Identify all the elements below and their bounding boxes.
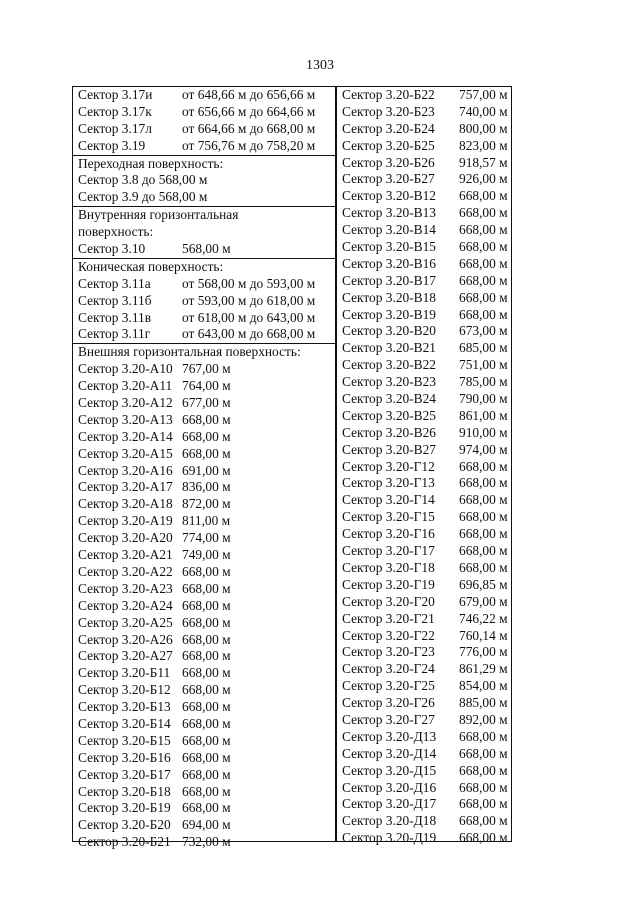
- table-row: [73, 395, 335, 412]
- sector-height-value: 861,29 м: [459, 661, 508, 677]
- table-row: [73, 598, 335, 615]
- sector-height-value: 668,00 м: [182, 411, 231, 427]
- sector-label: Сектор 3.20-Б11: [78, 665, 171, 681]
- table-row: [337, 459, 511, 476]
- sector-label: Сектор 3.20-В24: [342, 391, 436, 407]
- sector-label: Сектор 3.20-Г12: [342, 458, 435, 474]
- sector-label: Сектор 3.20-Г26: [342, 695, 435, 711]
- table-row: [337, 171, 511, 188]
- table-row: [337, 239, 511, 256]
- sector-label: Сектор 3.20-А25: [78, 614, 173, 630]
- sector-label: Сектор 3.20-Б26: [342, 154, 435, 170]
- table-row: [73, 276, 335, 293]
- table-row: [337, 391, 511, 408]
- sector-label: Сектор 3.20-Г21: [342, 610, 435, 626]
- sector-label: Сектор 3.9 до 568,00 м: [78, 189, 208, 205]
- sector-height-value: 790,00 м: [459, 391, 508, 407]
- table-row: [73, 378, 335, 395]
- sector-height-value: 861,00 м: [459, 407, 508, 423]
- sector-label: Сектор 3.20-В14: [342, 222, 436, 238]
- table-row: [73, 767, 335, 784]
- sector-label: Сектор 3.20-А17: [78, 479, 173, 495]
- sector-label: Сектор 3.20-Б23: [342, 103, 435, 119]
- table-row: [337, 425, 511, 442]
- sector-label: Сектор 3.20-В20: [342, 323, 436, 339]
- table-row: [73, 513, 335, 530]
- sector-height-value: от 593,00 м до 618,00 м: [182, 292, 316, 308]
- sector-height-value: от 568,00 м до 593,00 м: [182, 275, 316, 291]
- sector-height-value: 696,85 м: [459, 576, 508, 592]
- table-row: [73, 784, 335, 801]
- sector-label: Сектор 3.20-Г16: [342, 526, 435, 542]
- table-row: [73, 581, 335, 598]
- table-row: [73, 564, 335, 581]
- table-row: [73, 632, 335, 649]
- table-row: [73, 104, 335, 121]
- sector-height-value: от 756,76 м до 758,20 м: [182, 137, 316, 153]
- sector-label: Сектор 3.20-Б13: [78, 699, 171, 715]
- sector-label: Сектор 3.20-Г27: [342, 711, 435, 727]
- table-row: [337, 780, 511, 797]
- sector-height-value: 811,00 м: [182, 513, 231, 529]
- sector-label: Сектор 3.20-В16: [342, 255, 436, 271]
- table-row: [337, 256, 511, 273]
- sector-label: Сектор 3.20-Д15: [342, 762, 437, 778]
- table-row: [337, 594, 511, 611]
- table-row: [337, 746, 511, 763]
- table-row: [337, 492, 511, 509]
- table-row: [73, 121, 335, 138]
- sector-label: Сектор 3.20-Г15: [342, 509, 435, 525]
- sector-label: Сектор 3.11в: [78, 309, 152, 325]
- table-row: [73, 446, 335, 463]
- sector-label: Сектор 3.10: [78, 241, 146, 257]
- sector-label: Сектор 3.20-А21: [78, 547, 173, 563]
- sector-label: Сектор 3.20-В17: [342, 272, 436, 288]
- sector-height-value: 668,00 м: [182, 699, 231, 715]
- table-row: [337, 340, 511, 357]
- sector-label: Сектор 3.20-Г19: [342, 576, 435, 592]
- sector-height-value: 668,00 м: [459, 205, 508, 221]
- table-row: [73, 716, 335, 733]
- sector-height-value: 668,00 м: [459, 475, 508, 491]
- page-number: 1303: [306, 58, 334, 73]
- sector-label: Сектор 3.20-Б27: [342, 171, 435, 187]
- sector-label: Сектор 3.20-Б17: [78, 766, 171, 782]
- sector-height-value: 668,00 м: [459, 458, 508, 474]
- sector-label: Сектор 3.20-Г13: [342, 475, 435, 491]
- table-row: [337, 830, 511, 847]
- table-row: [73, 293, 335, 310]
- table-row: [337, 729, 511, 746]
- section-heading: Переходная поверхность:: [73, 155, 335, 173]
- sector-height-value: 854,00 м: [459, 678, 508, 694]
- sector-label: Сектор 3.20-Б12: [78, 682, 171, 698]
- table-row: [337, 763, 511, 780]
- sector-height-value: 885,00 м: [459, 695, 508, 711]
- table-row: [337, 323, 511, 340]
- table-row: [337, 678, 511, 695]
- table-row: [73, 310, 335, 327]
- sector-height-value: 685,00 м: [459, 340, 508, 356]
- table-row: [337, 188, 511, 205]
- table-row: [337, 307, 511, 324]
- section-heading: Коническая поверхность:: [73, 258, 335, 276]
- table-row: [337, 560, 511, 577]
- table-row: [73, 463, 335, 480]
- sector-height-value: 892,00 м: [459, 711, 508, 727]
- sector-height-value: 668,00 м: [182, 665, 231, 681]
- sector-label: Сектор 3.20-А24: [78, 597, 173, 613]
- table-row: [73, 733, 335, 750]
- sector-height-value: 668,00 м: [459, 526, 508, 542]
- table-row: [73, 530, 335, 547]
- table-row: [337, 155, 511, 172]
- table-row: [337, 104, 511, 121]
- sector-height-value: 974,00 м: [459, 441, 508, 457]
- sector-label: Сектор 3.20-А23: [78, 580, 173, 596]
- sector-label: Сектор 3.17и: [78, 87, 153, 102]
- table-row: [73, 834, 335, 851]
- sector-height-value: 776,00 м: [459, 644, 508, 660]
- sector-label: Сектор 3.20-А14: [78, 428, 173, 444]
- sector-label: Сектор 3.20-Б24: [342, 120, 435, 136]
- sector-label: Сектор 3.20-Б22: [342, 87, 435, 102]
- sector-label: Сектор 3.20-А18: [78, 496, 173, 512]
- table-row: [337, 628, 511, 645]
- sector-height-value: 668,00 м: [459, 762, 508, 778]
- sector-height-value: 691,00 м: [182, 462, 231, 478]
- sector-height-value: 800,00 м: [459, 120, 508, 136]
- sector-label: Сектор 3.20-Г25: [342, 678, 435, 694]
- table-row: [337, 408, 511, 425]
- sector-height-value: 668,00 м: [182, 445, 231, 461]
- table-row: [73, 547, 335, 564]
- sector-height-value: 668,00 м: [459, 728, 508, 744]
- sector-height-value: 836,00 м: [182, 479, 231, 495]
- sector-height-value: 677,00 м: [182, 395, 231, 411]
- sector-height-value: от 648,66 м до 656,66 м: [182, 87, 316, 102]
- sector-height-value: 694,00 м: [182, 817, 231, 833]
- table-row: [337, 695, 511, 712]
- table-row: [73, 750, 335, 767]
- sector-height-value: 668,00 м: [459, 289, 508, 305]
- sector-height-value: 760,14 м: [459, 627, 508, 643]
- sector-label: Сектор 3.17л: [78, 120, 152, 136]
- sector-label: Сектор 3.20-Б15: [78, 732, 171, 748]
- sector-label: Сектор 3.20-В15: [342, 239, 436, 255]
- table-row: [337, 543, 511, 560]
- sector-height-value: 872,00 м: [182, 496, 231, 512]
- sector-height-value: 668,00 м: [182, 614, 231, 630]
- sector-height-value: 668,00 м: [459, 745, 508, 761]
- sector-label: Сектор 3.20-Д18: [342, 813, 437, 829]
- sector-height-value: 767,00 м: [182, 361, 231, 377]
- sector-height-value: 668,00 м: [182, 648, 231, 664]
- sector-height-value: 749,00 м: [182, 547, 231, 563]
- sector-height-value: 668,00 м: [182, 749, 231, 765]
- table-row: [337, 475, 511, 492]
- sector-height-value: 668,00 м: [459, 306, 508, 322]
- sector-height-value: 668,00 м: [459, 830, 508, 846]
- sector-label: Сектор 3.20-А19: [78, 513, 173, 529]
- section-heading: Внутренняя горизонтальная: [73, 206, 335, 224]
- sector-label: Сектор 3.20-В21: [342, 340, 436, 356]
- sector-label: Сектор 3.20-А13: [78, 411, 173, 427]
- sector-height-value: 668,00 м: [182, 563, 231, 579]
- sector-height-value: 668,00 м: [459, 509, 508, 525]
- sector-height-value: от 656,66 м до 664,66 м: [182, 103, 316, 119]
- sector-label: Сектор 3.20-А22: [78, 563, 173, 579]
- table-row: [337, 205, 511, 222]
- sector-height-value: 668,00 м: [182, 766, 231, 782]
- sector-height-value: 757,00 м: [459, 87, 508, 102]
- table-row: [73, 699, 335, 716]
- table-row: [73, 172, 335, 189]
- table-row: [73, 361, 335, 378]
- sector-height-value: 668,00 м: [182, 783, 231, 799]
- sector-label: Сектор 3.20-Д19: [342, 830, 437, 846]
- sector-label: Сектор 3.20-В27: [342, 441, 436, 457]
- table-row: [73, 496, 335, 513]
- sector-height-value: от 618,00 м до 643,00 м: [182, 309, 316, 325]
- sector-label: Сектор 3.20-Б25: [342, 137, 435, 153]
- table-row: [73, 412, 335, 429]
- sector-label: Сектор 3.20-А16: [78, 462, 173, 478]
- sector-height-value: 764,00 м: [182, 378, 231, 394]
- sector-label: Сектор 3.20-Д13: [342, 728, 437, 744]
- table-row: [337, 290, 511, 307]
- sector-height-value: 823,00 м: [459, 137, 508, 153]
- sector-height-value: 668,00 м: [459, 543, 508, 559]
- sector-label: Сектор 3.20-Б16: [78, 749, 171, 765]
- sector-label: Сектор 3.20-Б19: [78, 800, 171, 816]
- sector-height-value: 668,00 м: [182, 580, 231, 596]
- sector-label: Сектор 3.20-В25: [342, 407, 436, 423]
- table-row: [337, 442, 511, 459]
- table-row: [73, 241, 335, 258]
- table-row: [73, 682, 335, 699]
- table-row: [337, 577, 511, 594]
- sector-label: Сектор 3.20-В12: [342, 188, 436, 204]
- sector-label: Сектор 3.11а: [78, 275, 151, 291]
- sector-label: Сектор 3.20-Д14: [342, 745, 437, 761]
- table-row: [337, 222, 511, 239]
- sector-label: Сектор 3.20-Г18: [342, 559, 435, 575]
- sector-height-value: 910,00 м: [459, 424, 508, 440]
- sector-label: Сектор 3.20-А27: [78, 648, 173, 664]
- table-row: [73, 665, 335, 682]
- table-row: [73, 429, 335, 446]
- sector-height-value: 668,00 м: [459, 255, 508, 271]
- table-row: [337, 644, 511, 661]
- sector-height-value: 668,00 м: [182, 597, 231, 613]
- sector-height-value: 568,00 м: [182, 241, 231, 257]
- sector-label: Сектор 3.11г: [78, 326, 151, 342]
- sector-height-value: 668,00 м: [459, 188, 508, 204]
- sector-label: Сектор 3.20-А10: [78, 361, 173, 377]
- sector-label: Сектор 3.19: [78, 137, 146, 153]
- sector-label: Сектор 3.20-Г14: [342, 492, 435, 508]
- table-row: [73, 138, 335, 155]
- sector-height-value: 668,00 м: [459, 492, 508, 508]
- table-row: [73, 800, 335, 817]
- table-row: [73, 326, 335, 343]
- section-heading: Внешняя горизонтальная поверхность:: [73, 343, 335, 361]
- sector-height-value: 668,00 м: [459, 239, 508, 255]
- sector-height-value: от 664,66 м до 668,00 м: [182, 120, 316, 136]
- sector-height-value: 668,00 м: [182, 428, 231, 444]
- sector-label: Сектор 3.20-А12: [78, 395, 173, 411]
- sector-label: Сектор 3.20-В19: [342, 306, 436, 322]
- sector-height-value: 732,00 м: [182, 834, 231, 850]
- sector-label: Сектор 3.20-Г24: [342, 661, 435, 677]
- table-row: [337, 712, 511, 729]
- sector-height-value: 668,00 м: [182, 682, 231, 698]
- table-row: [337, 273, 511, 290]
- sector-height-value: 668,00 м: [182, 715, 231, 731]
- table-row: [337, 357, 511, 374]
- sector-height-value: 673,00 м: [459, 323, 508, 339]
- sector-height-value: 740,00 м: [459, 103, 508, 119]
- table-row: [337, 138, 511, 155]
- sector-label: Сектор 3.20-В22: [342, 357, 436, 373]
- sector-label: Сектор 3.20-В23: [342, 374, 436, 390]
- sector-label: Сектор 3.20-Г23: [342, 644, 435, 660]
- sector-height-value: 774,00 м: [182, 530, 231, 546]
- sector-height-value: 668,00 м: [182, 800, 231, 816]
- sector-height-value: 668,00 м: [459, 222, 508, 238]
- sector-height-value: 668,00 м: [459, 272, 508, 288]
- sector-height-value: 918,57 м: [459, 154, 508, 170]
- sector-label: Сектор 3.8 до 568,00 м: [78, 172, 208, 188]
- table-row: [73, 189, 335, 206]
- left-column-table: [72, 86, 336, 850]
- sector-height-value: от 643,00 м до 668,00 м: [182, 326, 316, 342]
- sector-label: Сектор 3.20-Б14: [78, 715, 171, 731]
- sector-label: Сектор 3.20-Д17: [342, 796, 437, 812]
- sector-label: Сектор 3.20-Б18: [78, 783, 171, 799]
- sector-label: Сектор 3.20-В13: [342, 205, 436, 221]
- sector-label: Сектор 3.20-Г17: [342, 543, 435, 559]
- sector-label: Сектор 3.20-В18: [342, 289, 436, 305]
- sector-height-value: 926,00 м: [459, 171, 508, 187]
- sector-label: Сектор 3.11б: [78, 292, 152, 308]
- sector-height-value: 679,00 м: [459, 593, 508, 609]
- sector-label: Сектор 3.20-А26: [78, 631, 173, 647]
- sector-label: Сектор 3.20-Г20: [342, 593, 435, 609]
- sector-label: Сектор 3.20-А20: [78, 530, 173, 546]
- table-row: [337, 611, 511, 628]
- right-column-table: [336, 86, 512, 846]
- table-row: [337, 87, 511, 104]
- sector-height-value: 668,00 м: [459, 559, 508, 575]
- table-row: [73, 479, 335, 496]
- sector-label: Сектор 3.20-Д16: [342, 779, 437, 795]
- sector-height-value: 668,00 м: [459, 813, 508, 829]
- sector-height-value: 668,00 м: [459, 796, 508, 812]
- sector-height-value: 668,00 м: [459, 779, 508, 795]
- sector-label: Сектор 3.20-Б20: [78, 817, 171, 833]
- sector-label: Сектор 3.20-А15: [78, 445, 173, 461]
- sector-height-value: 746,22 м: [459, 610, 508, 626]
- sector-height-value: 668,00 м: [182, 732, 231, 748]
- table-row: [337, 509, 511, 526]
- sector-label: Сектор 3.20-Б21: [78, 834, 171, 850]
- table-row: [73, 615, 335, 632]
- sector-label: Сектор 3.20-А11: [78, 378, 173, 394]
- sector-label: Сектор 3.17к: [78, 103, 152, 119]
- sector-height-value: 668,00 м: [182, 631, 231, 647]
- sector-height-value: 785,00 м: [459, 374, 508, 390]
- table-row: [73, 648, 335, 665]
- table-row: [337, 661, 511, 678]
- table-row: [337, 526, 511, 543]
- sector-label: Сектор 3.20-В26: [342, 424, 436, 440]
- table-row: [337, 121, 511, 138]
- table-row: [337, 813, 511, 830]
- sector-label: Сектор 3.20-Г22: [342, 627, 435, 643]
- table-row: [337, 796, 511, 813]
- sector-height-value: 751,00 м: [459, 357, 508, 373]
- table-row: [73, 817, 335, 834]
- section-heading: поверхность:: [78, 224, 154, 240]
- table-row: [337, 374, 511, 391]
- table-row: [73, 87, 335, 104]
